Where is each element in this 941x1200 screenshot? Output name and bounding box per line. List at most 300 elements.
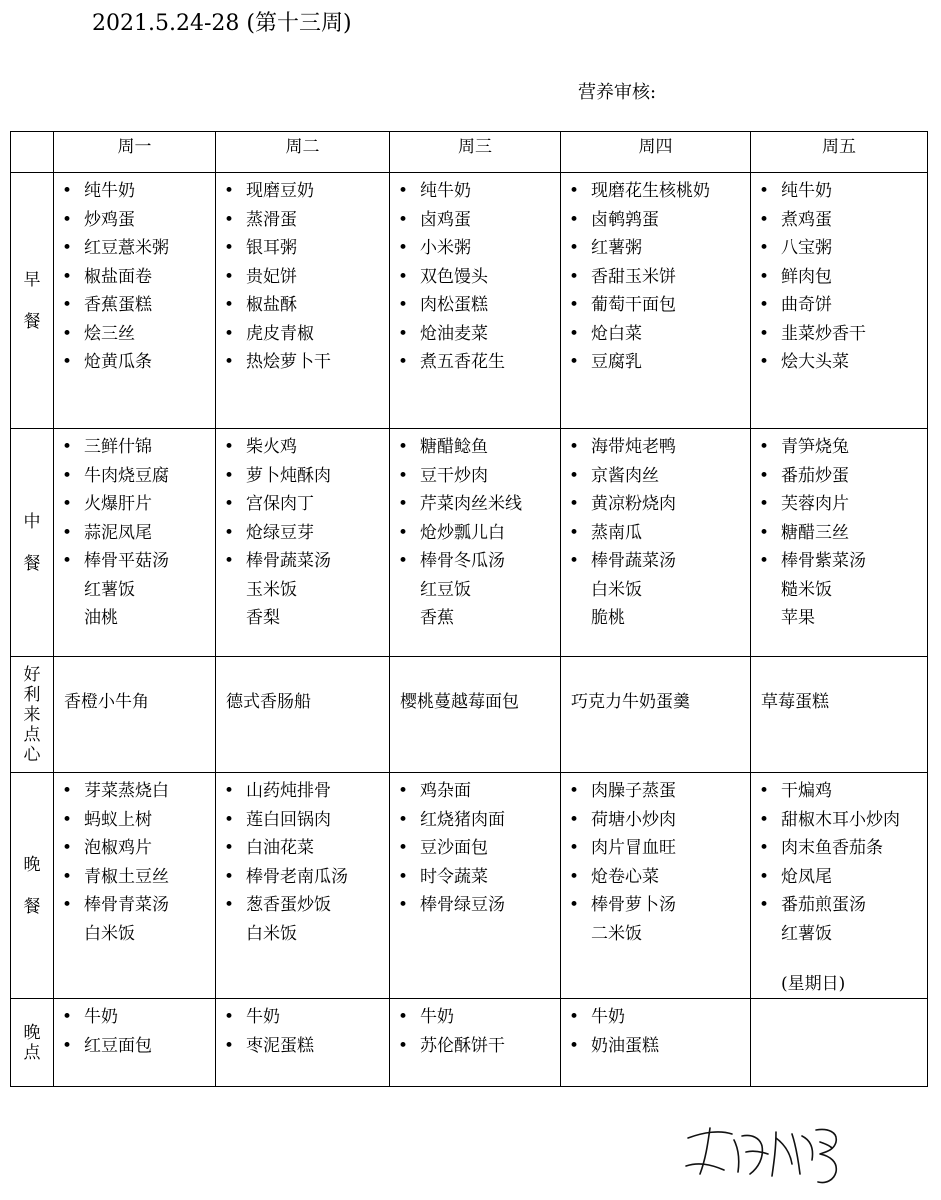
dish-name: 时令蔬菜 bbox=[420, 866, 488, 887]
dish-name: 枣泥蛋糕 bbox=[246, 1035, 314, 1056]
meal-cell bbox=[390, 429, 561, 657]
dish-name: 韭菜炒香干 bbox=[781, 323, 866, 344]
list-item bbox=[62, 777, 215, 806]
dish-name: 红豆面包 bbox=[84, 1035, 152, 1056]
dish-name: 牛奶 bbox=[591, 1007, 625, 1027]
bullet-icon: • bbox=[569, 352, 580, 372]
bullet-icon: • bbox=[569, 323, 580, 344]
dish-name: 棒骨老南瓜汤 bbox=[246, 866, 348, 887]
extra-item: 脆桃 bbox=[591, 608, 625, 628]
list-item bbox=[569, 490, 750, 519]
list-item bbox=[759, 206, 927, 235]
bullet-icon: • bbox=[759, 352, 770, 372]
list-item bbox=[224, 519, 389, 548]
bullet-icon: • bbox=[569, 1007, 580, 1027]
dish-name: 番茄炒蛋 bbox=[781, 465, 849, 486]
row-label-char: 点 bbox=[23, 724, 41, 745]
dish-name: 现磨花生核桃奶 bbox=[591, 181, 710, 201]
list-item bbox=[224, 291, 389, 320]
bullet-icon: • bbox=[759, 266, 770, 287]
table-row-dinner bbox=[11, 773, 928, 999]
dish-name: 肉片冒血旺 bbox=[591, 838, 676, 858]
signature bbox=[680, 1118, 860, 1190]
list-item bbox=[224, 320, 389, 349]
dish-name: 海带炖老鸭 bbox=[591, 437, 676, 457]
list-item bbox=[398, 177, 560, 206]
list-item bbox=[759, 490, 927, 519]
dish-name: 现磨豆奶 bbox=[246, 181, 314, 201]
meal-cell bbox=[561, 999, 751, 1087]
meal-cell bbox=[751, 999, 928, 1087]
dish-name: 鲜肉包 bbox=[781, 266, 832, 287]
dish-name: 苏伦酥饼干 bbox=[420, 1035, 505, 1056]
extra-item: 红薯饭 bbox=[781, 923, 832, 944]
list-item bbox=[569, 891, 750, 920]
dish-name: 荷塘小炒肉 bbox=[591, 809, 676, 830]
bullet-icon: • bbox=[224, 437, 235, 457]
dish-name: 炝炒瓢儿白 bbox=[420, 522, 505, 543]
dish-list bbox=[561, 773, 750, 920]
bullet-icon: • bbox=[224, 838, 235, 858]
row-label-evening-snack bbox=[11, 999, 54, 1087]
meal-cell bbox=[561, 429, 751, 657]
bullet-icon: • bbox=[398, 181, 409, 201]
list-item bbox=[224, 490, 389, 519]
bullet-icon: • bbox=[569, 522, 580, 543]
row-label-dinner bbox=[11, 773, 54, 999]
list-item bbox=[759, 263, 927, 292]
bullet-icon: • bbox=[569, 866, 580, 887]
dish-name: 蒜泥凤尾 bbox=[84, 522, 152, 543]
dish-name: 虎皮青椒 bbox=[246, 323, 314, 344]
bullet-icon: • bbox=[398, 1035, 409, 1056]
bullet-icon: • bbox=[224, 522, 235, 543]
bullet-icon: • bbox=[224, 551, 235, 571]
bullet-icon: • bbox=[62, 781, 73, 801]
bullet-icon: • bbox=[398, 895, 409, 915]
dish-name: 贵妃饼 bbox=[246, 266, 297, 287]
dish-name: 萝卜炖酥肉 bbox=[246, 465, 331, 486]
dish-name: 热烩萝卜干 bbox=[246, 352, 331, 372]
list-item bbox=[759, 234, 927, 263]
dish-list bbox=[54, 773, 215, 920]
list-item bbox=[398, 891, 560, 920]
bullet-icon: • bbox=[569, 1035, 580, 1056]
meal-cell bbox=[751, 773, 928, 999]
list-item bbox=[62, 177, 215, 206]
dish-name: 肉末鱼香茄条 bbox=[781, 838, 883, 858]
list-item bbox=[398, 348, 560, 377]
meal-cell bbox=[216, 999, 390, 1087]
bullet-icon: • bbox=[569, 781, 580, 801]
table-header-row bbox=[11, 132, 928, 173]
list-item bbox=[398, 462, 560, 491]
list-item bbox=[398, 863, 560, 892]
bullet-icon: • bbox=[398, 551, 409, 571]
dish-name: 炝绿豆芽 bbox=[246, 522, 314, 543]
dish-list bbox=[751, 173, 927, 377]
bullet-icon: • bbox=[569, 295, 580, 315]
row-label-text bbox=[24, 665, 41, 765]
list-item bbox=[569, 177, 750, 206]
bullet-icon: • bbox=[62, 266, 73, 287]
bullet-icon: • bbox=[398, 323, 409, 344]
dish-name: 肉臊子蒸蛋 bbox=[591, 781, 676, 801]
bullet-icon: • bbox=[759, 181, 770, 201]
list-item bbox=[569, 806, 750, 835]
bullet-icon: • bbox=[569, 838, 580, 858]
list-item bbox=[569, 547, 750, 576]
dish-list bbox=[390, 429, 560, 576]
dish-name: 炝凤尾 bbox=[781, 866, 832, 887]
dish-name: 葡萄干面包 bbox=[591, 295, 676, 315]
dish-name: 蒸滑蛋 bbox=[246, 209, 297, 230]
dish-name: 纯牛奶 bbox=[781, 181, 832, 201]
dish-name: 牛奶 bbox=[246, 1007, 280, 1027]
dish-name: 糖醋三丝 bbox=[781, 522, 849, 543]
row-label-breakfast bbox=[11, 173, 54, 429]
dish-name: 煮鸡蛋 bbox=[781, 209, 832, 230]
bullet-icon: • bbox=[224, 1007, 235, 1027]
dish-name: 椒盐面卷 bbox=[84, 266, 152, 287]
dish-name: 小米粥 bbox=[420, 238, 471, 258]
list-item bbox=[398, 490, 560, 519]
extra-item: 二米饭 bbox=[591, 923, 642, 944]
dish-name: 牛肉烧豆腐 bbox=[84, 465, 169, 486]
dish-name: 棒骨紫菜汤 bbox=[781, 551, 866, 571]
list-item bbox=[398, 206, 560, 235]
dish-name: 棒骨平菇汤 bbox=[84, 551, 169, 571]
list-item bbox=[224, 433, 389, 462]
page-title: 2021.5.24-28 (第十三周) bbox=[92, 11, 352, 36]
bullet-icon: • bbox=[224, 866, 235, 887]
row-label-char: 餐 bbox=[23, 896, 41, 917]
dish-name: 牛奶 bbox=[84, 1007, 118, 1027]
list-item bbox=[224, 863, 389, 892]
dish-list bbox=[751, 999, 927, 1003]
meal-cell bbox=[390, 173, 561, 429]
dish-name: 牛奶 bbox=[420, 1007, 454, 1027]
dish-name: 纯牛奶 bbox=[84, 181, 135, 201]
list-item bbox=[62, 834, 215, 863]
bullet-icon: • bbox=[398, 866, 409, 887]
bullet-icon: • bbox=[759, 895, 770, 915]
list-item bbox=[224, 263, 389, 292]
cell-note: (星期日) bbox=[781, 974, 846, 994]
weekly-menu-table bbox=[10, 131, 928, 1087]
list-item bbox=[759, 320, 927, 349]
extra-item: 香蕉 bbox=[420, 608, 454, 628]
list-item bbox=[224, 806, 389, 835]
list-item bbox=[62, 490, 215, 519]
dish-list bbox=[216, 429, 389, 576]
bullet-icon: • bbox=[62, 809, 73, 830]
bullet-icon: • bbox=[224, 1035, 235, 1056]
dish-name: 京酱肉丝 bbox=[591, 465, 659, 486]
bullet-icon: • bbox=[224, 809, 235, 830]
dish-name: 葱香蛋炒饭 bbox=[246, 895, 331, 915]
dish-list bbox=[390, 999, 560, 1060]
corner-cell bbox=[11, 132, 54, 173]
list-item bbox=[759, 348, 927, 377]
bullet-icon: • bbox=[62, 352, 73, 372]
dish-list bbox=[561, 429, 750, 576]
row-label-snack bbox=[11, 657, 54, 773]
list-item bbox=[569, 263, 750, 292]
dish-name: 蚂蚁上树 bbox=[84, 809, 152, 830]
bullet-icon: • bbox=[398, 352, 409, 372]
bullet-icon: • bbox=[759, 465, 770, 486]
bullet-icon: • bbox=[569, 551, 580, 571]
table-row-breakfast bbox=[11, 173, 928, 429]
extra-item: 油桃 bbox=[84, 608, 118, 628]
list-item bbox=[759, 177, 927, 206]
bullet-icon: • bbox=[224, 238, 235, 258]
dish-name: 棒骨蔬菜汤 bbox=[246, 551, 331, 571]
meal-cell bbox=[751, 429, 928, 657]
bullet-icon: • bbox=[398, 437, 409, 457]
dish-name: 糖醋鲶鱼 bbox=[420, 437, 488, 457]
meal-cell bbox=[216, 173, 390, 429]
day-header: 周二 bbox=[216, 132, 390, 173]
dish-name: 炒鸡蛋 bbox=[84, 209, 135, 230]
meal-cell bbox=[561, 773, 751, 999]
table-row-snack bbox=[11, 657, 928, 773]
extra-item: 白米饭 bbox=[246, 923, 297, 944]
bullet-icon: • bbox=[398, 465, 409, 486]
list-item bbox=[62, 433, 215, 462]
dish-name: 蒸南瓜 bbox=[591, 522, 642, 543]
bullet-icon: • bbox=[398, 295, 409, 315]
bullet-icon: • bbox=[759, 838, 770, 858]
bullet-icon: • bbox=[759, 323, 770, 344]
list-item bbox=[62, 891, 215, 920]
row-label-lunch bbox=[11, 429, 54, 657]
dish-name: 炝白菜 bbox=[591, 323, 642, 344]
dish-name: 豆腐乳 bbox=[591, 352, 642, 372]
list-item bbox=[398, 519, 560, 548]
snack-cell: 香橙小牛角 bbox=[54, 657, 216, 773]
list-item bbox=[569, 777, 750, 806]
list-item bbox=[224, 206, 389, 235]
day-header: 周五 bbox=[751, 132, 928, 173]
list-item bbox=[62, 1032, 215, 1061]
bullet-icon: • bbox=[398, 266, 409, 287]
bullet-icon: • bbox=[569, 437, 580, 457]
row-label-char: 餐 bbox=[23, 553, 41, 574]
list-item bbox=[224, 234, 389, 263]
dish-list bbox=[216, 173, 389, 377]
dish-list bbox=[751, 429, 927, 576]
bullet-icon: • bbox=[62, 494, 73, 514]
list-item bbox=[398, 291, 560, 320]
bullet-icon: • bbox=[62, 522, 73, 543]
list-item bbox=[62, 320, 215, 349]
bullet-icon: • bbox=[398, 522, 409, 543]
dish-list bbox=[54, 173, 215, 377]
meal-cell bbox=[216, 773, 390, 999]
dish-name: 棒骨冬瓜汤 bbox=[420, 551, 505, 571]
bullet-icon: • bbox=[398, 809, 409, 830]
list-item bbox=[398, 234, 560, 263]
row-label-char: 利 bbox=[23, 684, 41, 705]
list-item bbox=[62, 863, 215, 892]
dish-list bbox=[216, 999, 389, 1060]
bullet-icon: • bbox=[759, 238, 770, 258]
row-label-char: 来 bbox=[23, 704, 41, 725]
dish-name: 火爆肝片 bbox=[84, 494, 152, 514]
row-label-char: 中 bbox=[23, 511, 41, 532]
bullet-icon: • bbox=[759, 551, 770, 571]
bullet-icon: • bbox=[224, 181, 235, 201]
list-item bbox=[224, 348, 389, 377]
bullet-icon: • bbox=[224, 494, 235, 514]
meal-cell bbox=[54, 999, 216, 1087]
list-item bbox=[398, 433, 560, 462]
row-label-char: 晚 bbox=[23, 854, 41, 875]
list-item bbox=[759, 863, 927, 892]
row-label-char: 点 bbox=[23, 1042, 41, 1063]
list-item bbox=[224, 547, 389, 576]
dish-name: 豆干炒肉 bbox=[420, 465, 488, 486]
nutrition-review-label: 营养审核: bbox=[578, 82, 657, 103]
list-item bbox=[759, 462, 927, 491]
list-item bbox=[224, 1003, 389, 1032]
list-item bbox=[62, 206, 215, 235]
day-header: 周四 bbox=[561, 132, 751, 173]
dish-name: 棒骨绿豆汤 bbox=[420, 895, 505, 915]
bullet-icon: • bbox=[759, 295, 770, 315]
extra-item: 香梨 bbox=[246, 608, 280, 628]
extra-item: 红薯饭 bbox=[84, 579, 135, 600]
bullet-icon: • bbox=[759, 522, 770, 543]
dish-list bbox=[390, 773, 560, 920]
bullet-icon: • bbox=[759, 494, 770, 514]
dish-name: 红豆薏米粥 bbox=[84, 238, 169, 258]
meal-cell bbox=[54, 429, 216, 657]
list-item bbox=[759, 777, 927, 806]
list-item bbox=[759, 547, 927, 576]
dish-list bbox=[54, 429, 215, 576]
bullet-icon: • bbox=[398, 209, 409, 230]
dish-name: 白油花菜 bbox=[246, 838, 314, 858]
dish-name: 宫保肉丁 bbox=[246, 494, 314, 514]
bullet-icon: • bbox=[569, 266, 580, 287]
snack-cell: 草莓蛋糕 bbox=[751, 657, 928, 773]
list-item bbox=[398, 263, 560, 292]
bullet-icon: • bbox=[62, 295, 73, 315]
dish-name: 卤鸡蛋 bbox=[420, 209, 471, 230]
list-item bbox=[62, 519, 215, 548]
bullet-icon: • bbox=[224, 295, 235, 315]
dish-name: 棒骨蔬菜汤 bbox=[591, 551, 676, 571]
list-item bbox=[569, 433, 750, 462]
list-item bbox=[398, 1003, 560, 1032]
meal-cell bbox=[216, 429, 390, 657]
dish-name: 炝油麦菜 bbox=[420, 323, 488, 344]
list-item bbox=[224, 177, 389, 206]
meal-cell bbox=[751, 173, 928, 429]
list-item bbox=[62, 234, 215, 263]
day-header: 周一 bbox=[54, 132, 216, 173]
snack-cell: 巧克力牛奶蛋羹 bbox=[561, 657, 751, 773]
day-header: 周三 bbox=[390, 132, 561, 173]
list-item bbox=[224, 462, 389, 491]
dish-list bbox=[561, 999, 750, 1060]
snack-cell: 樱桃蔓越莓面包 bbox=[390, 657, 561, 773]
dish-list bbox=[751, 773, 927, 920]
snack-cell: 德式香肠船 bbox=[216, 657, 390, 773]
bullet-icon: • bbox=[759, 437, 770, 457]
dish-name: 干煸鸡 bbox=[781, 781, 832, 801]
extra-item: 红豆饭 bbox=[420, 579, 471, 600]
list-item bbox=[569, 519, 750, 548]
dish-name: 双色馒头 bbox=[420, 266, 488, 287]
table-row-lunch bbox=[11, 429, 928, 657]
row-label-text bbox=[24, 837, 41, 935]
dish-name: 银耳粥 bbox=[246, 238, 297, 258]
bullet-icon: • bbox=[62, 209, 73, 230]
dish-name: 芹菜肉丝米线 bbox=[420, 494, 522, 514]
dish-name: 山药炖排骨 bbox=[246, 781, 331, 801]
list-item bbox=[759, 433, 927, 462]
dish-name: 甜椒木耳小炒肉 bbox=[781, 809, 900, 830]
dish-name: 棒骨萝卜汤 bbox=[591, 895, 676, 915]
list-item bbox=[398, 320, 560, 349]
bullet-icon: • bbox=[224, 266, 235, 287]
dish-name: 黄凉粉烧肉 bbox=[591, 494, 676, 514]
list-item bbox=[398, 834, 560, 863]
dish-name: 香蕉蛋糕 bbox=[84, 295, 152, 315]
dish-name: 芙蓉肉片 bbox=[781, 494, 849, 514]
dish-name: 鸡杂面 bbox=[420, 781, 471, 801]
list-item bbox=[759, 891, 927, 920]
dish-name: 红薯粥 bbox=[591, 238, 642, 258]
extra-item: 玉米饭 bbox=[246, 579, 297, 600]
dish-name: 烩大头菜 bbox=[781, 352, 849, 372]
dish-name: 炝黄瓜条 bbox=[84, 352, 152, 372]
bullet-icon: • bbox=[62, 895, 73, 915]
row-label-char: 餐 bbox=[23, 311, 41, 332]
list-item bbox=[569, 234, 750, 263]
dish-name: 芽菜蒸烧白 bbox=[84, 781, 169, 801]
bullet-icon: • bbox=[759, 209, 770, 230]
bullet-icon: • bbox=[62, 238, 73, 258]
bullet-icon: • bbox=[398, 238, 409, 258]
dish-name: 棒骨青菜汤 bbox=[84, 895, 169, 915]
list-item bbox=[759, 834, 927, 863]
dish-name: 卤鹌鹑蛋 bbox=[591, 209, 659, 230]
row-label-char: 早 bbox=[23, 269, 41, 290]
bullet-icon: • bbox=[224, 895, 235, 915]
meal-cell bbox=[54, 773, 216, 999]
meal-cell bbox=[561, 173, 751, 429]
list-item bbox=[569, 1003, 750, 1032]
list-item bbox=[759, 291, 927, 320]
row-label-char: 心 bbox=[23, 744, 41, 765]
dish-name: 青笋烧兔 bbox=[781, 437, 849, 457]
list-item bbox=[62, 1003, 215, 1032]
list-item bbox=[569, 206, 750, 235]
dish-name: 红烧猪肉面 bbox=[420, 809, 505, 830]
dish-list bbox=[390, 173, 560, 377]
row-label-char: 好 bbox=[23, 664, 41, 685]
table-row-evening-snack bbox=[11, 999, 928, 1087]
dish-list bbox=[216, 773, 389, 920]
meal-cell bbox=[390, 773, 561, 999]
dish-name: 纯牛奶 bbox=[420, 181, 471, 201]
dish-name: 香甜玉米饼 bbox=[591, 266, 676, 287]
